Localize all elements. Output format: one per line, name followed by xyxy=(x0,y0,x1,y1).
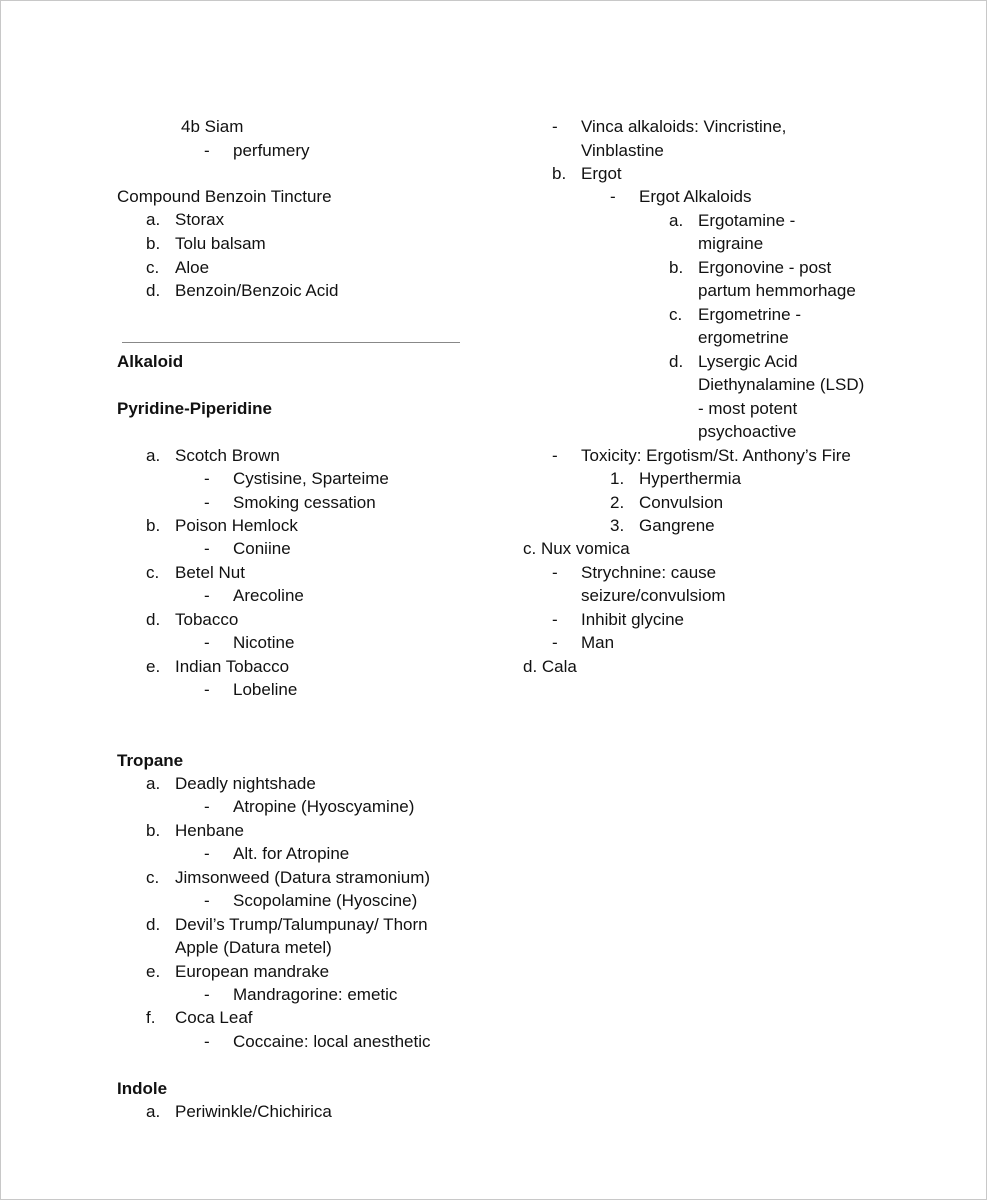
list-marker: e. xyxy=(146,657,161,676)
list-item: Mandragorine: emetic xyxy=(233,985,398,1004)
siam-use: perfumery xyxy=(233,141,310,160)
list-marker: b. xyxy=(146,821,161,840)
list-marker: - xyxy=(204,539,210,558)
list-marker: - xyxy=(610,187,616,206)
list-item: Periwinkle/Chichirica xyxy=(175,1102,332,1121)
list-item: Man xyxy=(581,633,615,652)
list-item: migraine xyxy=(698,234,764,253)
alkaloid-heading: Alkaloid xyxy=(117,352,184,371)
list-item: Inhibit glycine xyxy=(581,610,685,629)
list-item: Scopolamine (Hyoscine) xyxy=(233,891,418,910)
list-marker: - xyxy=(204,633,210,652)
list-item: Ergonovine - post xyxy=(698,258,832,277)
list-marker: b. xyxy=(552,164,567,183)
list-item: Nicotine xyxy=(233,633,295,652)
list-item: Smoking cessation xyxy=(233,493,376,512)
list-item: Alt. for Atropine xyxy=(233,844,350,863)
list-item: Betel Nut xyxy=(175,563,245,582)
list-item: Jimsonweed (Datura stramonium) xyxy=(175,868,431,887)
list-marker: c. xyxy=(669,305,683,324)
list-item: Lobeline xyxy=(233,680,298,699)
list-marker: - xyxy=(204,985,210,1004)
list-item: Ergometrine - xyxy=(698,305,801,324)
tropane-heading: Tropane xyxy=(117,751,184,770)
list-item: - most potent xyxy=(698,399,798,418)
list-marker: - xyxy=(204,141,210,160)
list-item: Aloe xyxy=(175,258,210,277)
list-marker: - xyxy=(552,633,558,652)
list-marker: c. xyxy=(146,258,160,277)
list-item: partum hemmorhage xyxy=(698,281,856,300)
list-marker: d. xyxy=(146,915,161,934)
indole-heading: Indole xyxy=(117,1079,168,1098)
list-marker: d. xyxy=(669,352,684,371)
list-marker: c. xyxy=(146,868,160,887)
list-marker: a. xyxy=(669,211,684,230)
list-item: Devil’s Trump/Talumpunay/ Thorn xyxy=(175,915,428,934)
list-marker: 1. xyxy=(610,469,625,488)
list-item: Henbane xyxy=(175,821,245,840)
list-item: Ergotamine - xyxy=(698,211,796,230)
list-marker: a. xyxy=(146,774,161,793)
list-marker: - xyxy=(552,446,558,465)
list-item: d. Cala xyxy=(523,657,577,676)
list-marker: b. xyxy=(146,234,161,253)
list-item: Deadly nightshade xyxy=(175,774,316,793)
list-marker: a. xyxy=(146,446,161,465)
list-item: Tolu balsam xyxy=(175,234,266,253)
list-marker: - xyxy=(204,1032,210,1051)
list-item: Coniine xyxy=(233,539,291,558)
list-item: Vinca alkaloids: Vincristine, xyxy=(581,117,787,136)
compound-benzoin-title: Compound Benzoin Tincture xyxy=(117,187,332,206)
list-item: Toxicity: Ergotism/St. Anthony’s Fire xyxy=(581,446,851,465)
list-item: Convulsion xyxy=(639,493,724,512)
list-item: Indian Tobacco xyxy=(175,657,290,676)
list-marker: - xyxy=(552,563,558,582)
list-marker: 2. xyxy=(610,493,625,512)
list-item: Benzoin/Benzoic Acid xyxy=(175,281,339,300)
separator-line xyxy=(122,342,460,343)
list-item: Lysergic Acid xyxy=(698,352,798,371)
list-item: Arecoline xyxy=(233,586,304,605)
list-marker: 3. xyxy=(610,516,625,535)
siam-title: 4b Siam xyxy=(181,117,244,136)
list-item: Poison Hemlock xyxy=(175,516,298,535)
list-marker: - xyxy=(204,844,210,863)
list-item: ergometrine xyxy=(698,328,789,347)
list-marker: f. xyxy=(146,1008,156,1027)
list-marker: d. xyxy=(146,281,161,300)
list-item: Storax xyxy=(175,210,225,229)
list-item: Coca Leaf xyxy=(175,1008,253,1027)
list-item: Ergot xyxy=(581,164,622,183)
list-item: c. Nux vomica xyxy=(523,539,630,558)
list-marker: b. xyxy=(669,258,684,277)
list-marker: c. xyxy=(146,563,160,582)
list-item: seizure/convulsiom xyxy=(581,586,726,605)
list-item: Scotch Brown xyxy=(175,446,280,465)
list-marker: - xyxy=(204,469,210,488)
list-item: Diethynalamine (LSD) xyxy=(698,375,865,394)
pyridine-heading: Pyridine-Piperidine xyxy=(117,399,272,418)
list-item: Vinblastine xyxy=(581,141,664,160)
list-marker: - xyxy=(204,586,210,605)
list-marker: d. xyxy=(146,610,161,629)
list-item: Ergot Alkaloids xyxy=(639,187,752,206)
list-item: Apple (Datura metel) xyxy=(175,938,332,957)
list-marker: a. xyxy=(146,210,161,229)
list-item: psychoactive xyxy=(698,422,797,441)
list-item: Strychnine: cause xyxy=(581,563,717,582)
list-item: Coccaine: local anesthetic xyxy=(233,1032,431,1051)
list-item: European mandrake xyxy=(175,962,330,981)
list-marker: a. xyxy=(146,1102,161,1121)
list-item: Cystisine, Sparteime xyxy=(233,469,389,488)
list-marker: b. xyxy=(146,516,161,535)
list-marker: - xyxy=(552,117,558,136)
list-marker: e. xyxy=(146,962,161,981)
list-marker: - xyxy=(552,610,558,629)
list-marker: - xyxy=(204,797,210,816)
list-marker: - xyxy=(204,493,210,512)
list-item: Hyperthermia xyxy=(639,469,742,488)
list-item: Tobacco xyxy=(175,610,239,629)
list-item: Gangrene xyxy=(639,516,715,535)
list-marker: - xyxy=(204,891,210,910)
list-marker: - xyxy=(204,680,210,699)
list-item: Atropine (Hyoscyamine) xyxy=(233,797,415,816)
